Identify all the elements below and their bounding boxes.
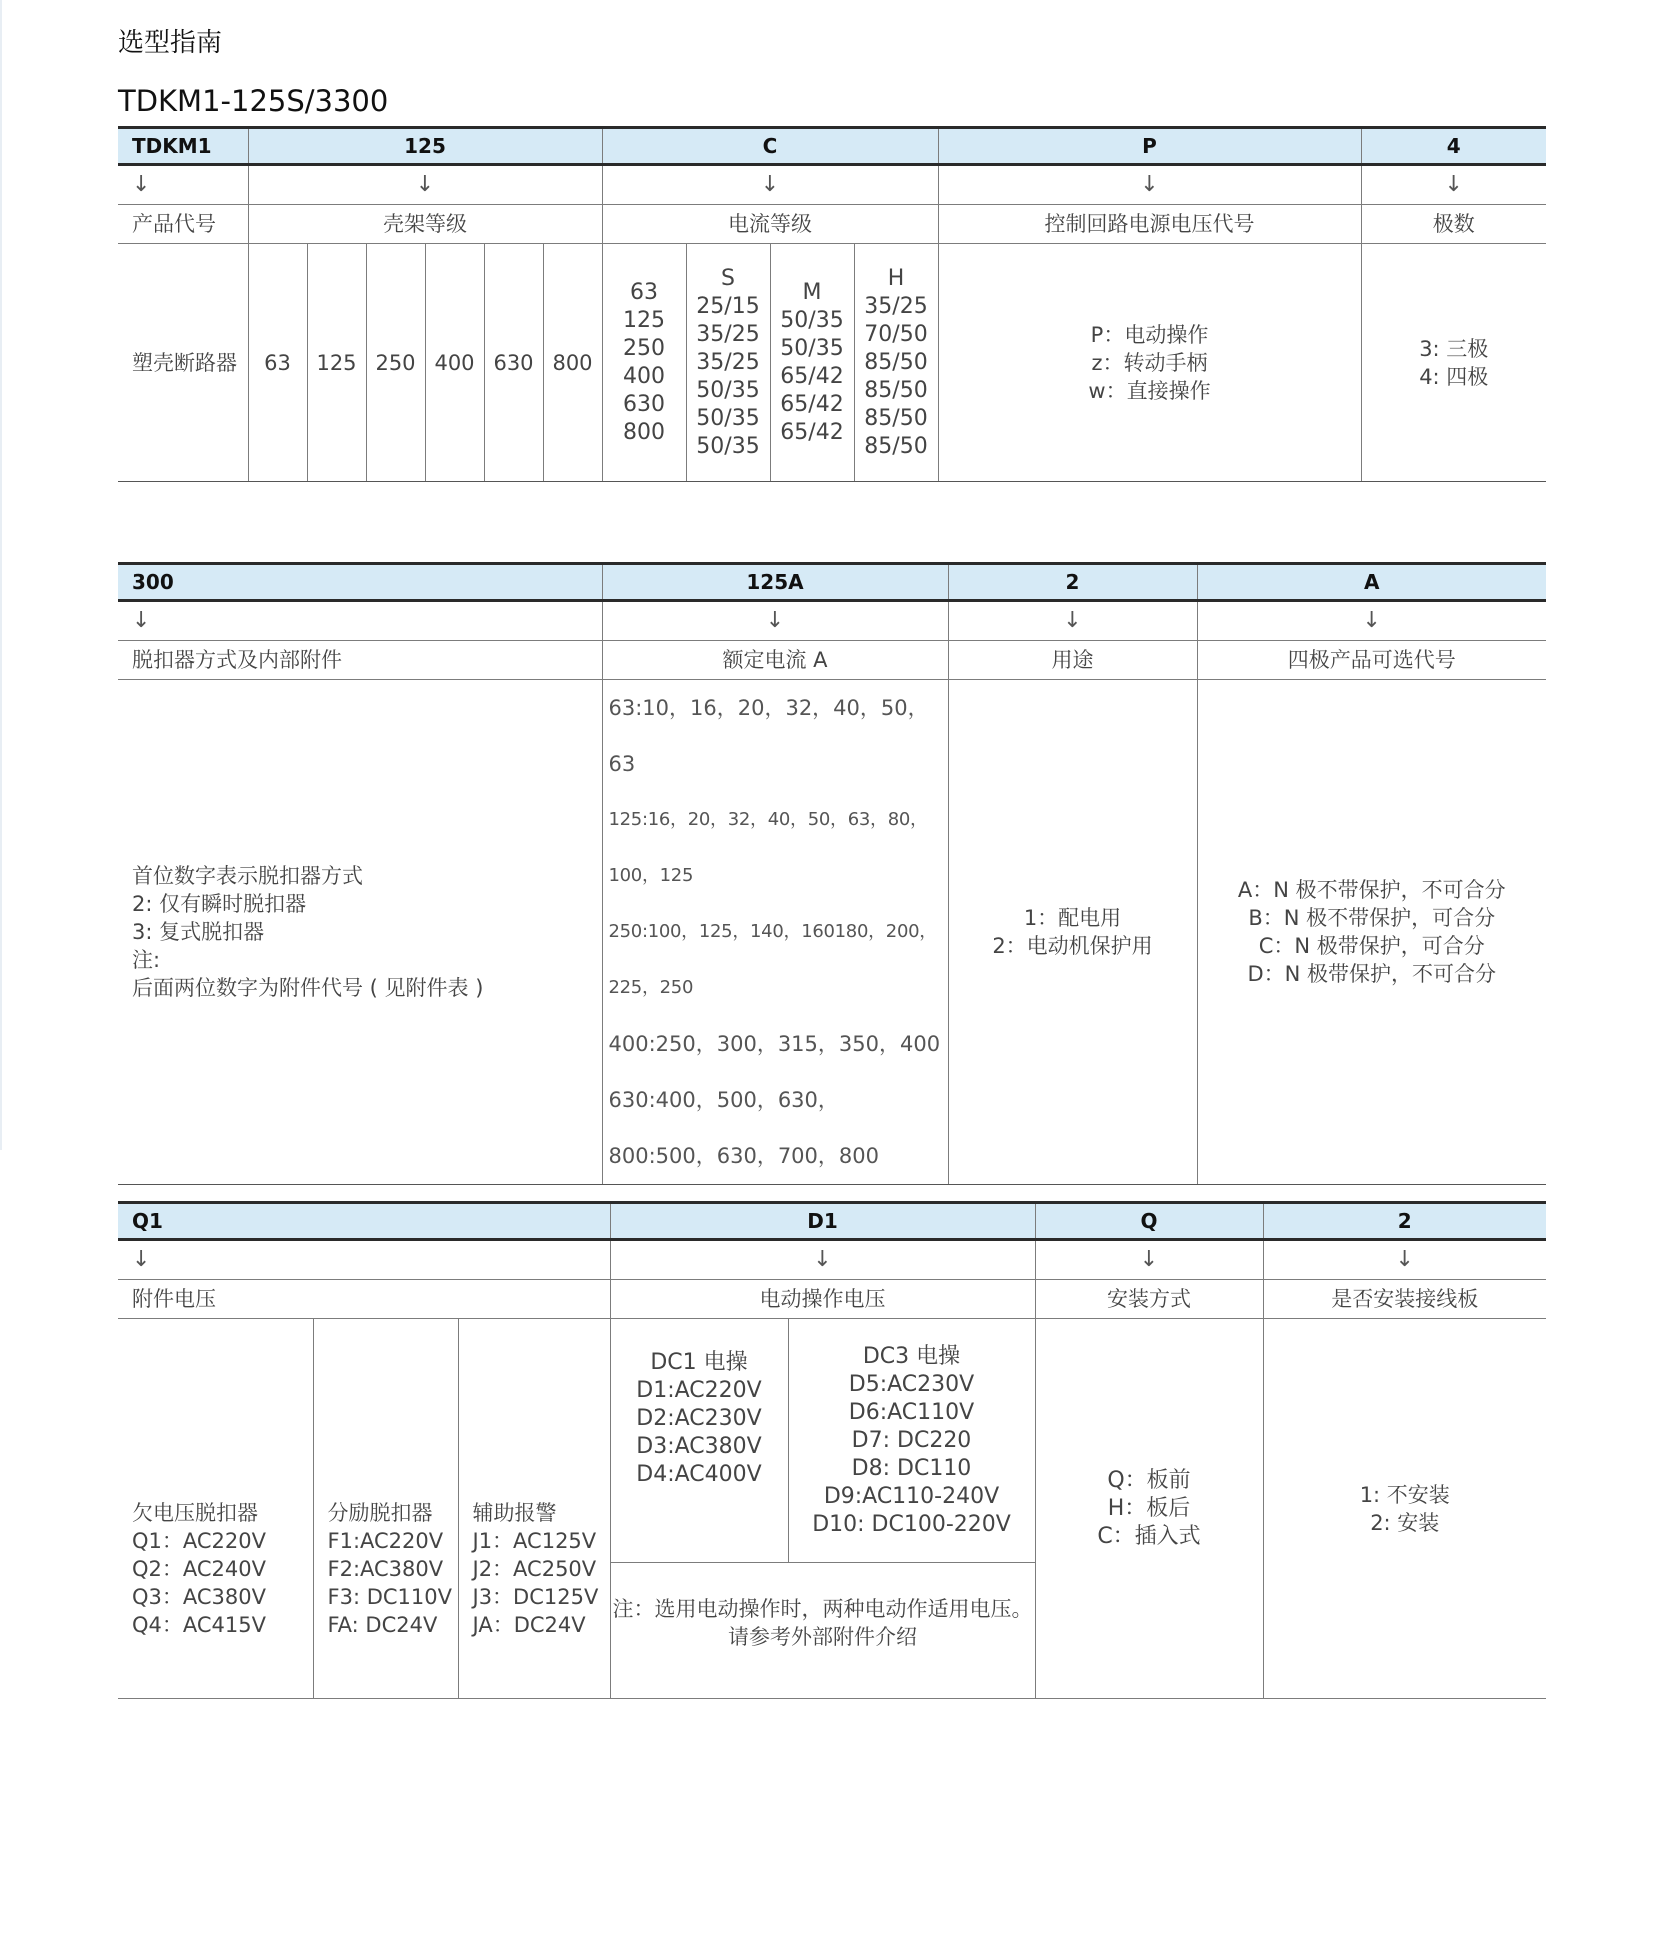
down-arrow-icon: ↓ (248, 165, 602, 205)
rated-current-row: 400:250，300，315，350，400 (608, 1032, 941, 1056)
frame-value: 63 (248, 244, 307, 482)
selection-table-2 (118, 562, 1546, 1185)
down-arrow-icon: ↓ (118, 601, 602, 641)
label-accessory-voltage: 附件电压 (118, 1280, 610, 1319)
code-usage: 2 (948, 564, 1197, 601)
page-edge-strip (0, 0, 2, 1150)
down-arrow-icon: ↓ (1035, 1240, 1263, 1280)
current-m-column: M 50/35 50/35 65/42 65/42 65/42 (770, 244, 854, 482)
down-arrow-icon: ↓ (118, 165, 248, 205)
motor-operator-note: 注：选用电动操作时，两种电动作适用电压。 请参考外部附件介绍 (610, 1563, 1035, 1699)
product-name: 塑壳断路器 (118, 244, 248, 482)
label-current-grade: 电流等级 (602, 205, 938, 244)
wiring-board-options: 1: 不安装 2: 安装 (1263, 1319, 1546, 1699)
label-frame-grade: 壳架等级 (248, 205, 602, 244)
control-voltage-options: P：电动操作 z：转动手柄 w：直接操作 (938, 244, 1361, 482)
rated-current-row: 250:100，125，140，160180，200，225，250 (608, 921, 937, 998)
dc1-motor-operator: DC1 电操 D1:AC220V D2:AC230V D3:AC380V D4:AC400V (610, 1319, 788, 1563)
label-rated-current: 额定电流 A (602, 641, 948, 680)
code-product: TDKM1 (118, 128, 248, 165)
auxiliary-alarm: 辅助报警 J1：AC125V J2：AC250V J3：DC125V JA：DC24V (458, 1319, 610, 1699)
code-rated-current: 125A (602, 564, 948, 601)
page-title: 选型指南 (118, 28, 223, 58)
code-release: 300 (118, 564, 602, 601)
down-arrow-icon: ↓ (602, 601, 948, 641)
rated-current-list (602, 680, 948, 1185)
label-release-type: 脱扣器方式及内部附件 (118, 641, 602, 680)
down-arrow-icon: ↓ (610, 1240, 1035, 1280)
code-current: C (602, 128, 938, 165)
model-code-example: TDKM1-125S/3300 (118, 84, 389, 118)
frame-value: 250 (366, 244, 425, 482)
code-frame: 125 (248, 128, 602, 165)
down-arrow-icon: ↓ (1361, 165, 1546, 205)
selection-table-1 (118, 126, 1546, 482)
frame-value: 630 (484, 244, 543, 482)
four-pole-options: A：N 极不带保护，不可合分 B：N 极不带保护，可合分 C：N 极带保护，可合分 D：N 极带保护，不可合分 (1197, 680, 1546, 1185)
table-bottom-rule (118, 1699, 1546, 1700)
current-h-column: H 35/25 70/50 85/50 85/50 85/50 85/50 (854, 244, 938, 482)
frame-value: 400 (425, 244, 484, 482)
label-usage: 用途 (948, 641, 1197, 680)
poles-options: 3: 三极 4: 四极 (1361, 244, 1546, 482)
down-arrow-icon: ↓ (948, 601, 1197, 641)
label-motor-voltage: 电动操作电压 (610, 1280, 1035, 1319)
dc3-motor-operator: DC3 电操 D5:AC230V D6:AC110V D7: DC220 D8: DC110 D9:AC110-240V D10: DC100-220V (788, 1319, 1035, 1563)
frame-value: 800 (543, 244, 602, 482)
code-wiring-board: 2 (1263, 1203, 1546, 1240)
down-arrow-icon: ↓ (118, 1240, 610, 1280)
code-four-pole: A (1197, 564, 1546, 601)
shunt-release: 分励脱扣器 F1:AC220V F2:AC380V F3: DC110V FA: DC24V (313, 1319, 458, 1699)
rated-current-row: 800:500，630，700，800 (608, 1144, 879, 1168)
down-arrow-icon: ↓ (1263, 1240, 1546, 1280)
code-poles: 4 (1361, 128, 1546, 165)
code-control: P (938, 128, 1361, 165)
install-options: Q：板前 H：板后 C：插入式 (1035, 1319, 1263, 1699)
undervoltage-release: 欠电压脱扣器 Q1：AC220V Q2：AC240V Q3：AC380V Q4：AC415V (118, 1319, 313, 1699)
usage-options: 1：配电用 2：电动机保护用 (948, 680, 1197, 1185)
current-s-column: S 25/15 35/25 35/25 50/35 50/35 50/35 (686, 244, 770, 482)
current-frames: 63 125 250 400 630 800 (602, 244, 686, 482)
code-motor-voltage: D1 (610, 1203, 1035, 1240)
label-poles: 极数 (1361, 205, 1546, 244)
rated-current-row: 63:10，16，20，32，40，50，63 (608, 696, 929, 776)
rated-current-row: 630:400，500，630， (608, 1088, 839, 1112)
down-arrow-icon: ↓ (602, 165, 938, 205)
label-control-voltage: 控制回路电源电压代号 (938, 205, 1361, 244)
code-install: Q (1035, 1203, 1263, 1240)
label-install-method: 安装方式 (1035, 1280, 1263, 1319)
release-description: 首位数字表示脱扣器方式 2: 仅有瞬时脱扣器 3: 复式脱扣器 注: 后面两位数字为附件代号 ( 见附件表 ) (118, 680, 602, 1185)
down-arrow-icon: ↓ (1197, 601, 1546, 641)
down-arrow-icon: ↓ (938, 165, 1361, 205)
label-wiring-board: 是否安装接线板 (1263, 1280, 1546, 1319)
label-four-pole-code: 四极产品可选代号 (1197, 641, 1546, 680)
code-accessory-voltage: Q1 (118, 1203, 610, 1240)
rated-current-row: 125:16，20，32，40，50，63，80，100，125 (608, 809, 928, 886)
frame-value: 125 (307, 244, 366, 482)
selection-table-3 (118, 1201, 1546, 1699)
label-product-code: 产品代号 (118, 205, 248, 244)
